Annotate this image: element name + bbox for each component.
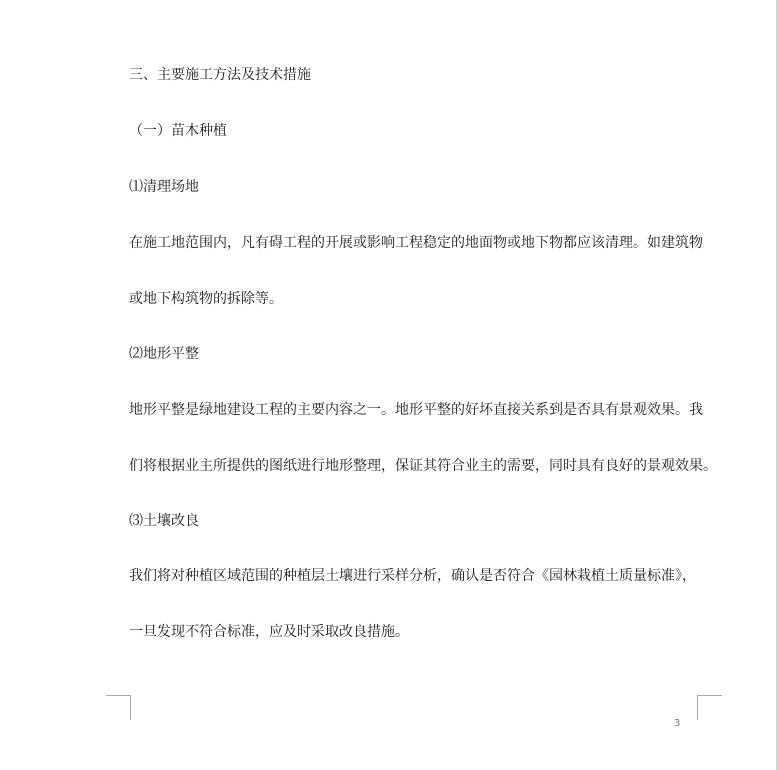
margin-corner-mark-left — [106, 695, 131, 720]
item-heading-soil: ⑶土壤改良 — [129, 513, 199, 529]
section-heading: 三、主要施工方法及技术措施 — [129, 67, 311, 83]
item-heading-clearing: ⑴清理场地 — [129, 179, 199, 195]
paragraph-line: 地形平整是绿地建设工程的主要内容之一。地形平整的好坏直接关系到是否具有景观效果。我 — [129, 402, 703, 418]
paragraph-line: 我们将对种植区域范围的种植层土壤进行采样分析，确认是否符合《园林栽植土质量标准》， — [129, 568, 696, 584]
paragraph-line: 一旦发现不符合标准，应及时采取改良措施。 — [129, 624, 409, 640]
paragraph-line: 们将根据业主所提供的图纸进行地形整理，保证其符合业主的需要，同时具有良好的景观效果。 — [129, 458, 717, 474]
page-number: 3 — [674, 718, 681, 729]
margin-corner-mark-right — [697, 695, 722, 720]
paragraph-line: 或地下构筑物的拆除等。 — [129, 291, 283, 307]
subsection-heading: （一）苗木种植 — [129, 123, 227, 139]
paragraph-line: 在施工地范围内，凡有碍工程的开展或影响工程稳定的地面物或地下物都应该清理。如建筑物 — [129, 235, 703, 251]
item-heading-grading: ⑵地形平整 — [129, 346, 199, 362]
